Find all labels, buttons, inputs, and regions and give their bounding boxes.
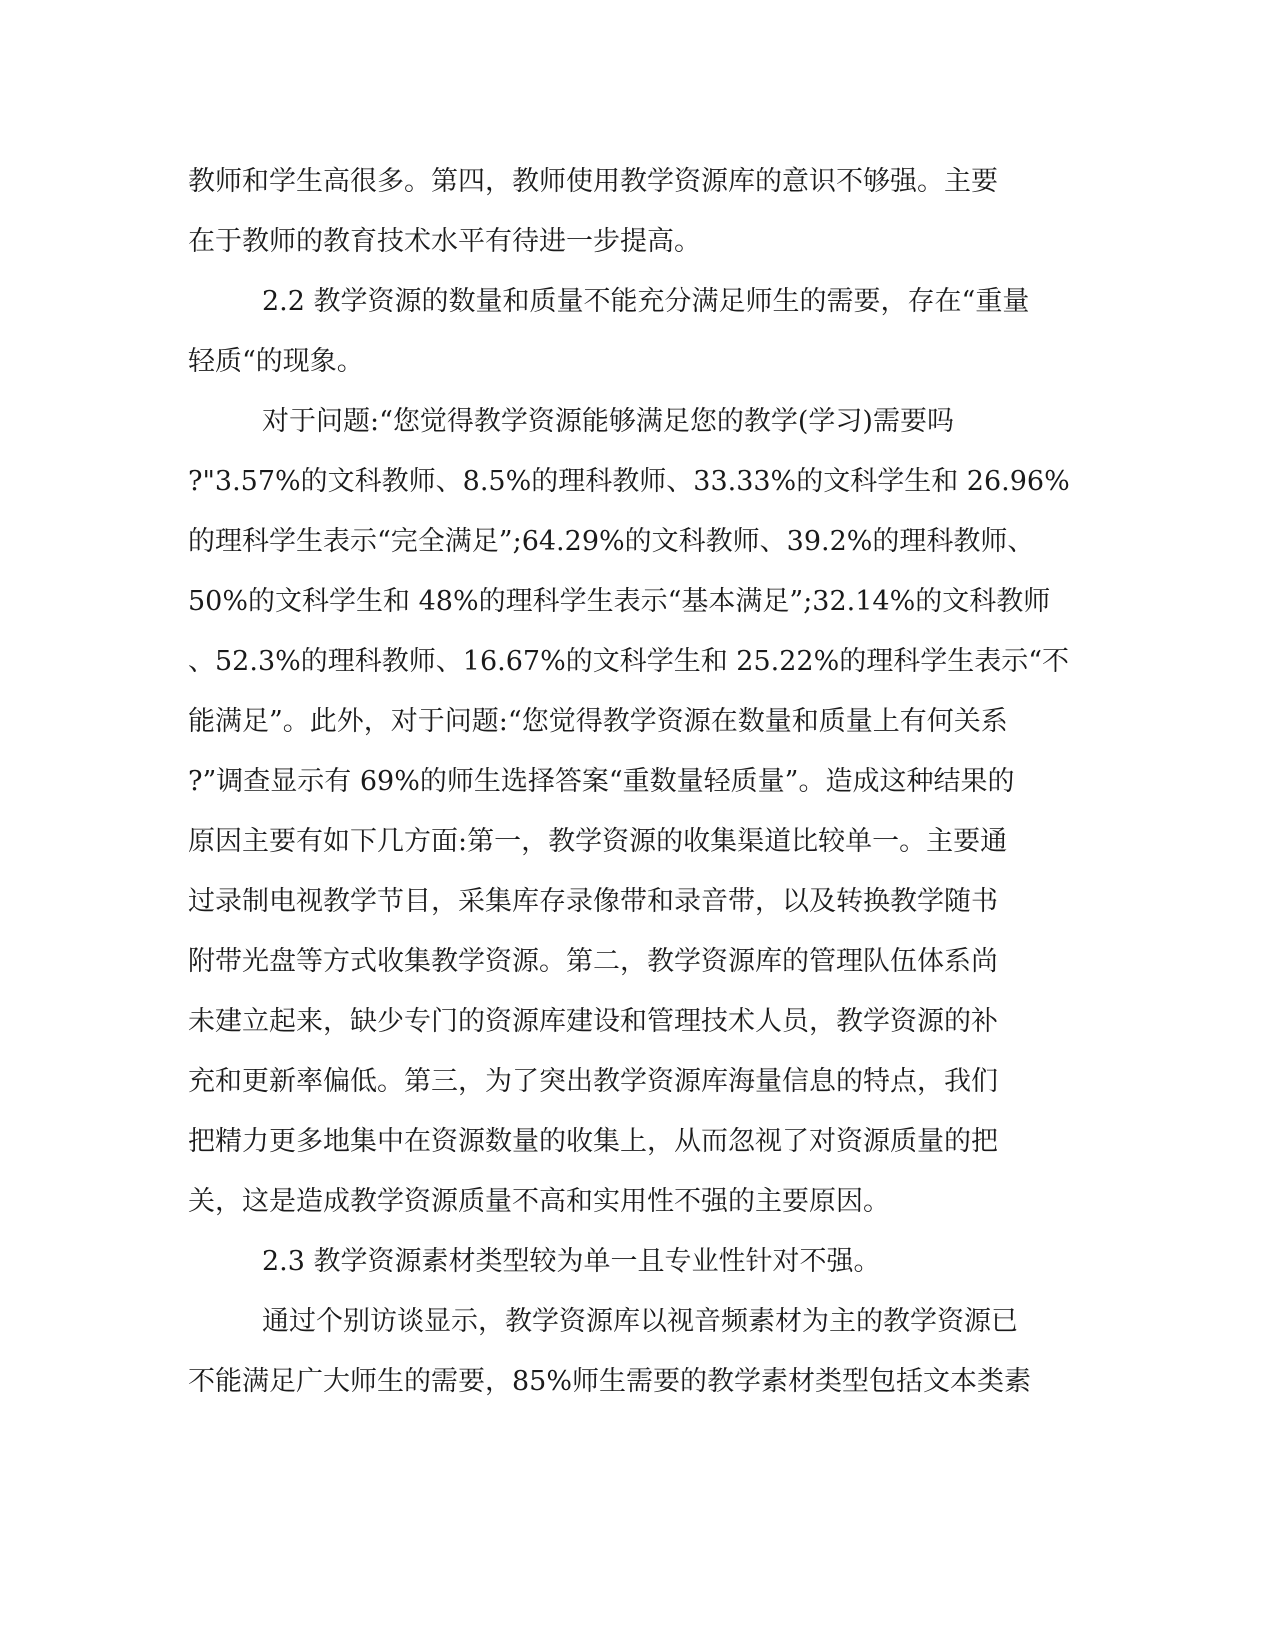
- text-line: 原因主要有如下几方面:第一，教学资源的收集渠道比较单一。主要通: [188, 826, 1008, 857]
- section-heading: 2.3 教学资源素材类型较为单一且专业性针对不强。: [262, 1246, 881, 1277]
- text-line: 附带光盘等方式收集教学资源。第二，教学资源库的管理队伍体系尚: [188, 946, 998, 977]
- text-line: 关，这是造成教学资源质量不高和实用性不强的主要原因。: [188, 1186, 890, 1217]
- section-heading-continued: 轻质“的现象。: [188, 346, 364, 377]
- section-heading: 2.2 教学资源的数量和质量不能充分满足师生的需要，存在“重量: [262, 286, 1030, 317]
- text-line: 50%的文科学生和 48%的理科学生表示“基本满足”;32.14%的文科教师: [188, 586, 1051, 617]
- text-line: 能满足”。此外，对于问题:“您觉得教学资源在数量和质量上有何关系: [188, 706, 1008, 737]
- text-line: 的理科学生表示“完全满足”;64.29%的文科教师、39.2%的理科教师、: [188, 526, 1035, 557]
- text-line: 对于问题:“您觉得教学资源能够满足您的教学(学习)需要吗: [262, 406, 954, 437]
- text-line: 、52.3%的理科教师、16.67%的文科学生和 25.22%的理科学生表示“不: [188, 646, 1070, 677]
- text-line: 在于教师的教育技术水平有待进一步提高。: [188, 226, 701, 257]
- text-line: 不能满足广大师生的需要，85%师生需要的教学素材类型包括文本类素: [188, 1366, 1032, 1397]
- text-line: 通过个别访谈显示，教学资源库以视音频素材为主的教学资源已: [262, 1306, 1018, 1337]
- text-line: 教师和学生高很多。第四，教师使用教学资源库的意识不够强。主要: [188, 166, 998, 197]
- text-line: ?”调查显示有 69%的师生选择答案“重数量轻质量”。造成这种结果的: [188, 766, 1015, 797]
- text-line: 充和更新率偏低。第三，为了突出教学资源库海量信息的特点，我们: [188, 1066, 998, 1097]
- text-line: 过录制电视教学节目，采集库存录像带和录音带，以及转换教学随书: [188, 886, 998, 917]
- text-line: ?"3.57%的文科教师、8.5%的理科教师、33.33%的文科学生和 26.96%: [188, 466, 1070, 497]
- text-line: 把精力更多地集中在资源数量的收集上，从而忽视了对资源质量的把: [188, 1126, 998, 1157]
- text-line: 未建立起来，缺少专门的资源库建设和管理技术人员，教学资源的补: [188, 1006, 998, 1037]
